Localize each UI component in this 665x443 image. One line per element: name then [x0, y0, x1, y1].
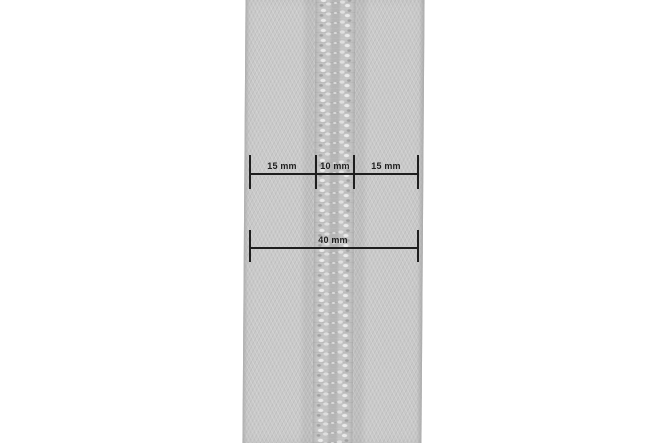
dimension-tick-coil-left: [315, 155, 317, 189]
dimension-tick-coil-right: [353, 155, 355, 189]
dimension-label-left-tape: 15 mm: [267, 161, 297, 171]
dimension-tick-left: [249, 230, 251, 262]
dimension-label-coil: 10 mm: [320, 161, 350, 171]
dimension-tick-left: [249, 155, 251, 189]
dimension-label-right-tape: 15 mm: [371, 161, 401, 171]
dimension-label-total-width: 40 mm: [318, 235, 348, 245]
zipper-tape: [242, 0, 424, 443]
dimension-rule: [249, 173, 419, 175]
dimension-line-bottom: [249, 230, 419, 262]
dimension-tick-right: [417, 230, 419, 262]
dimension-line-top: [249, 155, 419, 189]
zipper-coil: [312, 0, 355, 443]
dimension-tick-right: [417, 155, 419, 189]
dimension-rule: [249, 247, 419, 249]
